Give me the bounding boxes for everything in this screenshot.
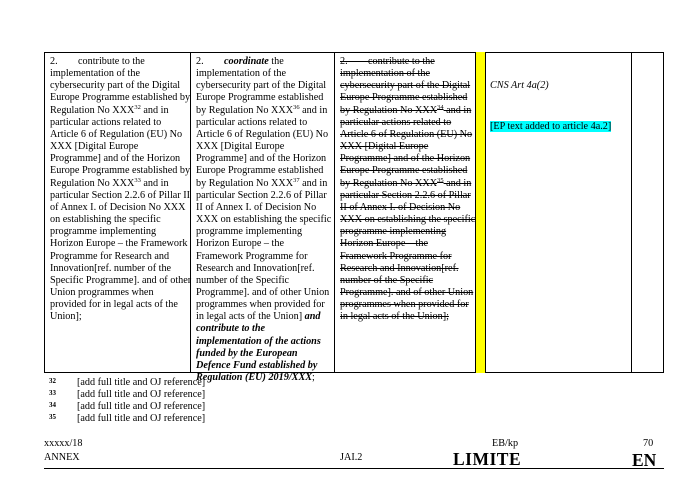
annex-label: ANNEX (44, 452, 80, 463)
footnote-number: 35 (49, 413, 56, 421)
text-line: Programme for Research and (50, 250, 170, 262)
footnote-number: 33 (49, 389, 56, 397)
text-line: Union]; (50, 311, 82, 323)
text-line: implementation of the (340, 68, 430, 80)
text-line: Specific Programme]. and of other (50, 274, 192, 286)
doc-number: xxxxx/18 (44, 438, 83, 449)
council-text-cell (196, 56, 331, 384)
text-line: number of the Specific (340, 274, 434, 286)
text-line: implementation of the (50, 68, 140, 80)
text-line: programme implementing (50, 226, 157, 238)
article-reference: CNS Art 4a(2) (490, 80, 549, 92)
commission-text-cell (50, 56, 191, 323)
text-line: XXX on establishing the specific (196, 214, 332, 226)
text-line: Programme] and of the Horizon (340, 153, 471, 165)
text-line: Europe Programme established by (50, 165, 191, 177)
text-line: Europe Programme established (340, 92, 468, 104)
text-line: Article 6 of Regulation (EU) No (196, 128, 329, 140)
text-line: programme implementing (196, 226, 303, 238)
text-line: by Regulation No XXX$^{34}$ and in (340, 103, 472, 116)
column-divider (334, 52, 335, 373)
text-line: Horizon Europe – the (196, 238, 284, 250)
text-line: Framework Programme for (196, 250, 308, 262)
text-line: of Annex I. of Decision No XXX (50, 201, 186, 213)
text-line: by Regulation No XXX$^{35}$ and in (340, 176, 472, 189)
text-line: Research and Innovation[ref. (196, 262, 315, 274)
text-line: cybersecurity part of the Digital (50, 80, 181, 92)
table-bottom-border (44, 372, 664, 373)
column-divider (44, 52, 45, 373)
column-divider (663, 52, 664, 373)
text-line: programmes when provided for (196, 299, 325, 311)
text-line: XXX on establishing the specific (340, 214, 476, 226)
text-line: particular actions related to (340, 116, 452, 128)
classification-label: LIMITE (453, 449, 522, 469)
text-line: Regulation No XXX$^{32}$ and in (50, 103, 169, 116)
text-line: 2. contribute to the (340, 56, 435, 67)
text-line: by Regulation No XXX$^{37}$ and in (196, 176, 328, 189)
text-line: Article 6 of Regulation (EU) No (50, 128, 183, 140)
column-divider (485, 52, 486, 373)
text-line: Article 6 of Regulation (EU) No (340, 128, 473, 140)
text-line: II of Annex I. of Decision No (196, 201, 317, 213)
text-line: II of Annex I. of Decision No (340, 201, 461, 213)
text-line: Regulation (EU) 2019/XXX; (196, 372, 315, 384)
text-line: cybersecurity part of the Digital (340, 80, 471, 92)
text-line: funded by the European (196, 347, 298, 359)
text-line: cybersecurity part of the Digital (196, 80, 327, 92)
text-line: Programme] and of the Horizon (196, 153, 327, 165)
author-initials: EB/kp (492, 438, 519, 449)
text-line: Programme] and of the Horizon (50, 153, 181, 165)
footnote-text: [add full title and OJ reference] (77, 401, 206, 412)
text-line: Horizon Europe – the Framework (50, 238, 188, 250)
parliament-struck-text-cell (340, 56, 475, 323)
text-line: particular Section 2.2.6 of Pillar (340, 189, 471, 201)
text-line: implementation of the (196, 68, 286, 80)
text-line: particular actions related to (196, 116, 308, 128)
text-line: number of the Specific (196, 274, 290, 286)
highlighted-note: [EP text added to article 4a.2] (490, 120, 612, 132)
text-line: XXX [Digital Europe (196, 141, 285, 153)
text-line: Europe Programme established (340, 165, 468, 177)
text-line: programmes when provided for (340, 299, 469, 311)
text-line: Europe Programme established (196, 92, 324, 104)
column-divider (631, 52, 632, 373)
text-line: particular actions related to (50, 116, 162, 128)
footnote-number: 34 (49, 401, 56, 409)
table-top-border (44, 52, 664, 53)
comments-cell (490, 56, 611, 157)
text-line: 2. coordinate the (196, 56, 284, 67)
text-line: by Regulation No XXX$^{36}$ and in (196, 103, 328, 116)
text-line: Framework Programme for (340, 250, 452, 262)
text-line: particular Section 2.2.6 of Pillar (196, 189, 327, 201)
text-line: particular Section 2.2.6 of Pillar II (50, 189, 191, 201)
footnote-text: [add full title and OJ reference] (77, 413, 206, 424)
text-line: in legal acts of the Union]; (340, 311, 449, 323)
text-line: in legal acts of the Union] and (196, 311, 321, 323)
text-line: XXX [Digital Europe (50, 141, 139, 153)
text-line: Programme]. and of other Union (196, 286, 330, 298)
text-line: Union programmes when (50, 286, 154, 298)
yellow-marker-column (475, 52, 485, 373)
footer-rule (44, 468, 664, 469)
text-line: Europe Programme established (196, 165, 324, 177)
unit-label: JAI.2 (340, 452, 363, 463)
footnote-text: [add full title and OJ reference] (77, 389, 206, 400)
text-line: Defence Fund established by (196, 359, 318, 371)
text-line: XXX [Digital Europe (340, 141, 429, 153)
text-line: contribute to the (196, 323, 266, 335)
text-line: provided for in legal acts of the (50, 299, 178, 311)
text-line: Programme]. and of other Union (340, 286, 474, 298)
text-line: Europe Programme established by (50, 92, 191, 104)
text-line: Innovation[ref. number of the (50, 262, 172, 274)
page-number: 70 (643, 438, 654, 449)
text-line: Regulation No XXX$^{33}$ and in (50, 176, 169, 189)
footnote-text: [add full title and OJ reference] (77, 377, 206, 388)
text-line: 2. contribute to the (50, 56, 145, 67)
footnote-number: 32 (49, 377, 56, 385)
language-code: EN (632, 450, 657, 470)
text-line: programme implementing (340, 226, 447, 238)
text-line: Research and Innovation[ref. (340, 262, 459, 274)
text-line: implementation of the actions (196, 335, 321, 347)
text-line: on establishing the specific (50, 214, 161, 226)
text-line: Horizon Europe – the (340, 238, 428, 250)
